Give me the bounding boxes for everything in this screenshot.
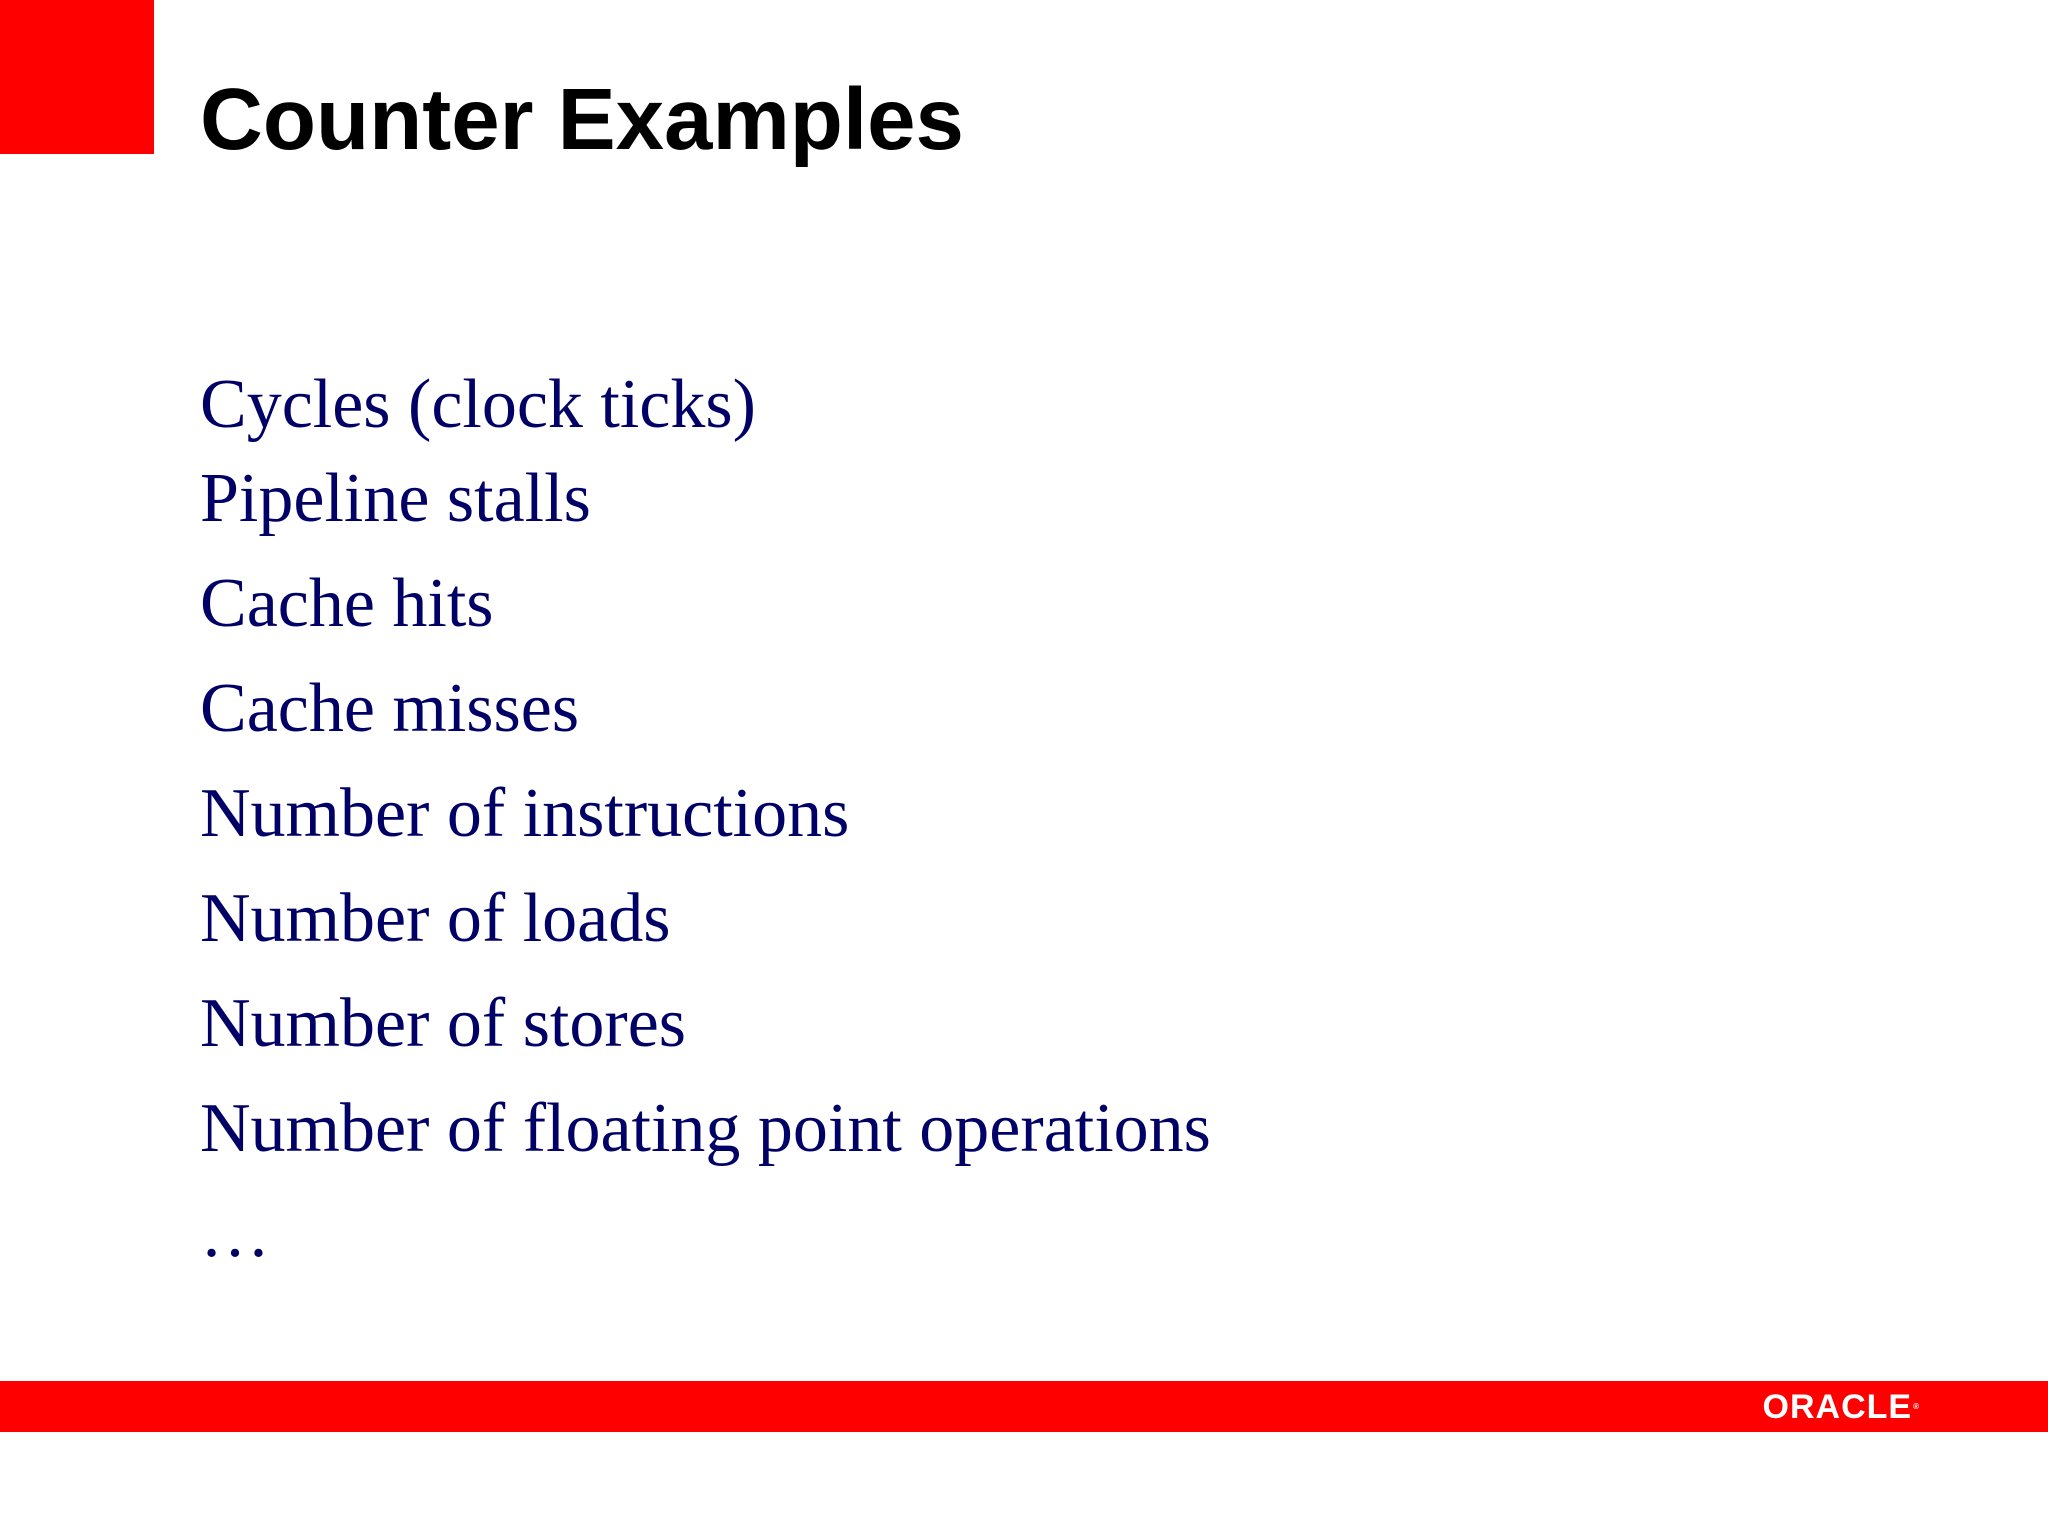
list-item: Cycles (clock ticks) [200,366,756,443]
list-item: Cache hits [200,565,494,642]
oracle-logo [1762,1388,1920,1426]
counter-list [200,358,1211,1292]
list-item: Number of loads [200,880,671,957]
corner-accent-block [0,0,154,154]
list-item: … [200,1195,270,1272]
slide-title: Counter Examples [200,71,964,168]
footer-bar [0,1381,2048,1432]
logo-text: ORACLE [1762,1388,1913,1426]
list-item: Number of instructions [200,775,850,852]
list-item: Number of stores [200,985,687,1062]
list-item: Cache misses [200,670,580,747]
registered-mark: ® [1913,1402,1920,1411]
list-item: Number of floating point operations [200,1090,1211,1167]
list-item: Pipeline stalls [200,460,591,537]
